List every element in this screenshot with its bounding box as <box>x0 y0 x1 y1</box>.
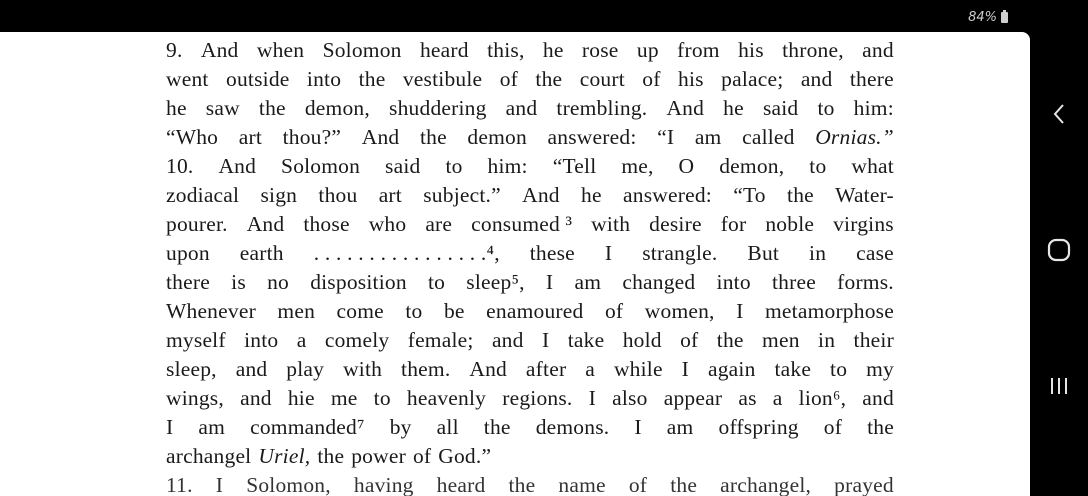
word: commanded⁷ <box>250 415 365 439</box>
word: God.” <box>438 444 492 468</box>
word: to <box>427 270 446 294</box>
word: forms. <box>837 270 894 294</box>
word: offspring <box>718 415 799 439</box>
word: up <box>636 38 659 62</box>
word: vestibule <box>402 67 483 91</box>
word: no <box>267 270 289 294</box>
word: demon, <box>719 154 785 178</box>
word: the <box>419 125 447 149</box>
word: “To <box>733 183 766 207</box>
word: again <box>707 357 756 381</box>
word: the <box>258 96 286 120</box>
word: he <box>166 96 187 120</box>
word: court <box>579 67 625 91</box>
word: rose <box>581 38 619 62</box>
word: are <box>425 212 453 236</box>
text-line <box>166 355 894 384</box>
word: demon, <box>304 96 370 120</box>
word: men <box>277 299 316 323</box>
navigation-bar <box>1030 0 1088 496</box>
word: regions. <box>502 386 573 410</box>
word: And <box>522 183 560 207</box>
word: “Tell <box>552 154 597 178</box>
word: me, <box>621 154 654 178</box>
word: “I <box>657 125 675 149</box>
word: their <box>853 328 894 352</box>
word: power <box>351 444 406 468</box>
word: for <box>720 212 747 236</box>
word: and <box>235 357 268 381</box>
word: changed <box>622 270 696 294</box>
word: to <box>445 154 463 178</box>
word: to <box>817 96 835 120</box>
word: But <box>747 241 780 265</box>
word: . . . . . . . . . . . . . . . .⁴, <box>313 241 500 265</box>
word: into <box>716 270 751 294</box>
text-line <box>166 384 894 413</box>
word: zodiacal <box>166 183 240 207</box>
word: of <box>412 444 432 468</box>
word: answered: <box>623 183 712 207</box>
word: and <box>862 38 894 62</box>
word: come <box>336 299 384 323</box>
word: sign <box>260 183 298 207</box>
word: him: <box>853 96 894 120</box>
word: heard <box>419 38 469 62</box>
word: of <box>604 299 624 323</box>
word: Solomon <box>281 154 361 178</box>
word: am <box>694 125 722 149</box>
word: of <box>680 328 699 352</box>
word: And <box>666 96 705 120</box>
word: the <box>787 183 814 207</box>
word: also <box>612 386 648 410</box>
word: enamoured <box>486 299 584 323</box>
word: he <box>723 96 744 120</box>
word: thou <box>318 183 358 207</box>
word: pourer. <box>166 212 228 236</box>
word: a <box>772 386 783 410</box>
text-line <box>166 239 894 268</box>
text-line <box>166 210 894 239</box>
word: virgins <box>833 212 894 236</box>
word: I <box>541 328 550 352</box>
word: the <box>867 415 894 439</box>
word: And <box>218 154 257 178</box>
word: to <box>373 386 391 410</box>
word: into <box>244 328 279 352</box>
word: of <box>628 473 648 496</box>
circle-home-icon <box>1046 237 1072 263</box>
word: hie <box>287 386 315 410</box>
word: said <box>762 96 799 120</box>
word: of <box>642 67 661 91</box>
word: consumed ³ <box>471 212 573 236</box>
home-button[interactable] <box>1030 220 1088 280</box>
word: be <box>443 299 465 323</box>
word: the <box>358 67 386 91</box>
word: play <box>286 357 325 381</box>
word: from <box>677 38 720 62</box>
word: case <box>856 241 894 265</box>
word: And <box>246 212 285 236</box>
word: with <box>591 212 631 236</box>
word: sleep, <box>166 357 217 381</box>
word: thou?” <box>282 125 342 149</box>
word: women, <box>644 299 715 323</box>
word: of <box>499 67 519 91</box>
word: 10. <box>166 154 194 178</box>
word: demons. <box>535 415 610 439</box>
word: of <box>823 415 843 439</box>
word: after <box>525 357 567 381</box>
word: the <box>508 473 536 496</box>
word: am <box>666 415 694 439</box>
word: earth <box>239 241 284 265</box>
word: upon <box>166 241 210 265</box>
word: went <box>166 67 209 91</box>
word: art <box>238 125 263 149</box>
chevron-left-icon <box>1052 102 1066 126</box>
word: all <box>436 415 459 439</box>
word: his <box>678 67 704 91</box>
word: the <box>716 328 744 352</box>
word: the <box>535 67 563 91</box>
word: noble <box>765 212 815 236</box>
text-line <box>166 94 894 123</box>
word: archangel <box>166 444 252 468</box>
word: answered: <box>547 125 637 149</box>
word: to <box>809 154 827 178</box>
word: heard <box>436 473 486 496</box>
word: strangle. <box>642 241 718 265</box>
word: these <box>529 241 575 265</box>
word: Whenever <box>166 299 256 323</box>
word: art <box>378 183 402 207</box>
word: hold <box>622 328 662 352</box>
word: trembling. <box>556 96 648 120</box>
word: my <box>866 357 894 381</box>
word: Solomon, <box>246 473 331 496</box>
word: said <box>385 154 421 178</box>
word: Water- <box>835 183 894 207</box>
text-line <box>166 65 894 94</box>
word: there <box>849 67 894 91</box>
word: take <box>774 357 812 381</box>
word: sleep⁵, <box>466 270 525 294</box>
word: he <box>581 183 602 207</box>
word: to <box>405 299 423 323</box>
word: 9. <box>166 38 183 62</box>
word: archangel, <box>720 473 812 496</box>
battery-percent: 84% <box>968 9 997 25</box>
word: this, <box>487 38 525 62</box>
word: and <box>505 96 538 120</box>
word: I <box>588 386 597 410</box>
word: in <box>818 328 836 352</box>
word: who <box>368 212 407 236</box>
word: lion⁶, <box>798 386 847 410</box>
word: wings, <box>166 386 224 410</box>
text-line <box>166 297 894 326</box>
word: shuddering <box>389 96 487 120</box>
word: outside <box>226 67 290 91</box>
book-page[interactable] <box>0 32 1030 496</box>
text-line <box>166 442 894 471</box>
word: three <box>771 270 816 294</box>
word: saw <box>205 96 240 120</box>
word: comely <box>324 328 390 352</box>
word: and <box>240 386 272 410</box>
text-line <box>166 471 894 496</box>
word: “Who <box>166 125 219 149</box>
word: to <box>830 357 848 381</box>
text-line <box>166 268 894 297</box>
word: and <box>862 386 894 410</box>
word: into <box>306 67 342 91</box>
text-line <box>166 123 894 152</box>
word: desire <box>649 212 702 236</box>
word: the <box>317 444 345 468</box>
text-line <box>166 181 894 210</box>
back-button[interactable] <box>1030 84 1088 144</box>
text-line <box>166 326 894 355</box>
word: men <box>762 328 800 352</box>
word: when <box>256 38 305 62</box>
word: the <box>483 415 511 439</box>
word: O <box>678 154 695 178</box>
word: his <box>738 38 764 62</box>
word: name <box>558 473 606 496</box>
word: I <box>736 299 744 323</box>
word: and <box>491 328 524 352</box>
text-line <box>166 36 894 65</box>
word: demon <box>467 125 527 149</box>
word: Solomon <box>322 38 402 62</box>
word: he <box>542 38 564 62</box>
recent-apps-button[interactable] <box>1030 356 1088 416</box>
word: appear <box>663 386 723 410</box>
word: is <box>231 270 246 294</box>
word: I <box>604 241 613 265</box>
book-text <box>166 36 894 496</box>
word: with <box>343 357 383 381</box>
status-bar <box>968 6 1008 28</box>
word: throne, <box>782 38 844 62</box>
word: prayed <box>834 473 894 496</box>
text-line <box>166 152 894 181</box>
text-line <box>166 413 894 442</box>
word: And <box>469 357 507 381</box>
battery-icon <box>1001 12 1008 23</box>
word: those <box>303 212 350 236</box>
word: Ornias.” <box>815 125 894 149</box>
word: me <box>330 386 358 410</box>
word: disposition <box>310 270 407 294</box>
word: called <box>742 125 795 149</box>
word: Uriel, <box>258 444 311 468</box>
word: female; <box>407 328 474 352</box>
word: I <box>166 415 174 439</box>
word: in <box>809 241 827 265</box>
word: And <box>200 38 239 62</box>
word: there <box>166 270 210 294</box>
recent-apps-icon <box>1048 375 1070 397</box>
word: heavenly <box>406 386 487 410</box>
word: I <box>634 415 642 439</box>
word: 11. <box>166 473 193 496</box>
word: take <box>567 328 605 352</box>
word: And <box>361 125 400 149</box>
word: I <box>215 473 224 496</box>
word: him: <box>487 154 528 178</box>
word: while <box>613 357 663 381</box>
word: as <box>738 386 757 410</box>
word: what <box>851 154 894 178</box>
word: am <box>198 415 226 439</box>
word: a <box>585 357 595 381</box>
word: subject.” <box>423 183 501 207</box>
word: having <box>353 473 414 496</box>
word: by <box>389 415 412 439</box>
word: I <box>545 270 554 294</box>
word: and <box>800 67 833 91</box>
word: the <box>670 473 698 496</box>
word: am <box>574 270 602 294</box>
word: them. <box>401 357 451 381</box>
word: palace; <box>721 67 784 91</box>
word: a <box>296 328 307 352</box>
word: myself <box>166 328 226 352</box>
word: metamorphose <box>764 299 894 323</box>
word: I <box>681 357 690 381</box>
